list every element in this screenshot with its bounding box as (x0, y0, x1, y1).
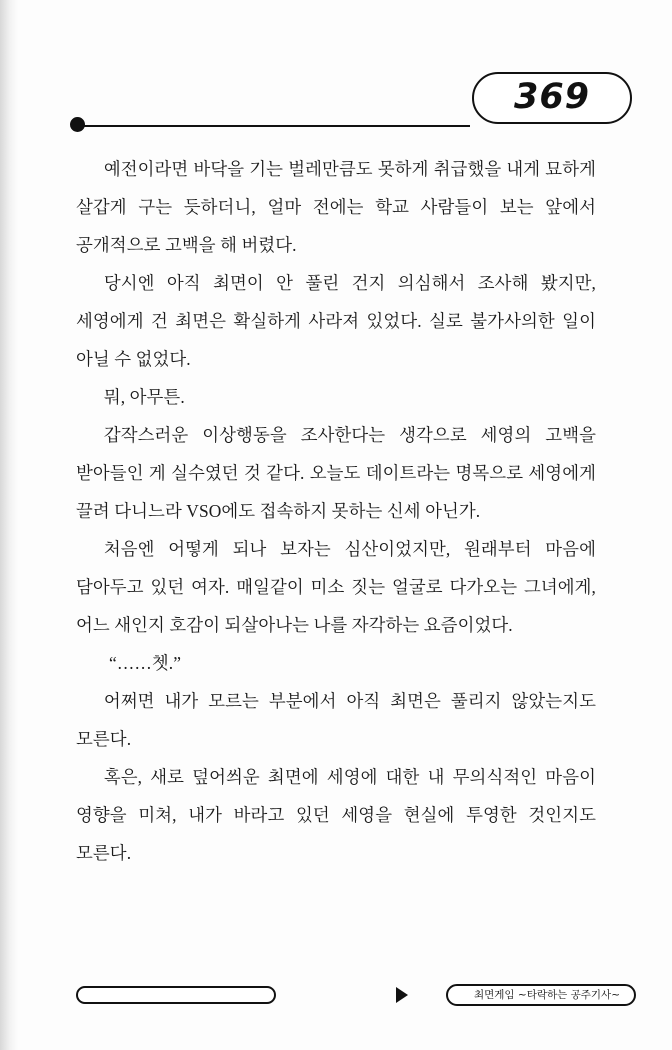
page-header (70, 72, 632, 142)
paragraph: 예전이라면 바닥을 기는 벌레만큼도 못하게 취급했을 내게 묘하게 살갑게 구는 듯하더니, 얼마 전에는 학교 사람들이 보는 앞에서 공개적으로 고백을 해 버렸다. (76, 159, 596, 255)
footer-decorative-bar (76, 986, 276, 1004)
page-body-text (76, 150, 596, 872)
paragraph: 어쩌면 내가 모르는 부분에서 아직 최면은 풀리지 않았는지도 모른다. (76, 691, 596, 749)
paragraph: 뭐, 아무튼. (103, 387, 185, 407)
paragraph: 당시엔 아직 최면이 안 풀린 건지 의심해서 조사해 봤지만, 세영에게 건 최면은 확실하게 사라져 있었다. 실로 불가사의한 일이 아닐 수 없었다. (76, 273, 596, 369)
page-number: 369 (513, 77, 591, 117)
footer-title: 최면게임 ~타락하는 공주기사~ (446, 984, 636, 1006)
paragraph: 갑작스러운 이상행동을 조사한다는 생각으로 세영의 고백을 받아들인 게 실수였던 것 같다. 오늘도 데이트라는 명목으로 세영에게 끌려 다니느라 VSO에도 접속하지 못하는 신세 아닌가. (76, 425, 596, 521)
footer-arrow-icon (396, 987, 408, 1003)
paragraph-quote: “……쳇.” (109, 653, 182, 673)
paragraph: 혹은, 새로 덮어씌운 최면에 세영에 대한 내 무의식적인 마음이 영향을 미쳐, 내가 바라고 있던 세영을 현실에 투영한 것인지도 모른다. (76, 767, 596, 863)
page-gutter-shadow (0, 0, 18, 1050)
paragraph: 처음엔 어떻게 되나 보자는 심산이었지만, 원래부터 마음에 담아두고 있던 여자. 매일같이 미소 짓는 얼굴로 다가오는 그녀에게, 어느 새인지 호감이 되살아나는 나를 자각하는 요즘이었다. (76, 539, 596, 635)
page-footer (76, 984, 636, 1008)
header-rule-line (78, 125, 470, 127)
